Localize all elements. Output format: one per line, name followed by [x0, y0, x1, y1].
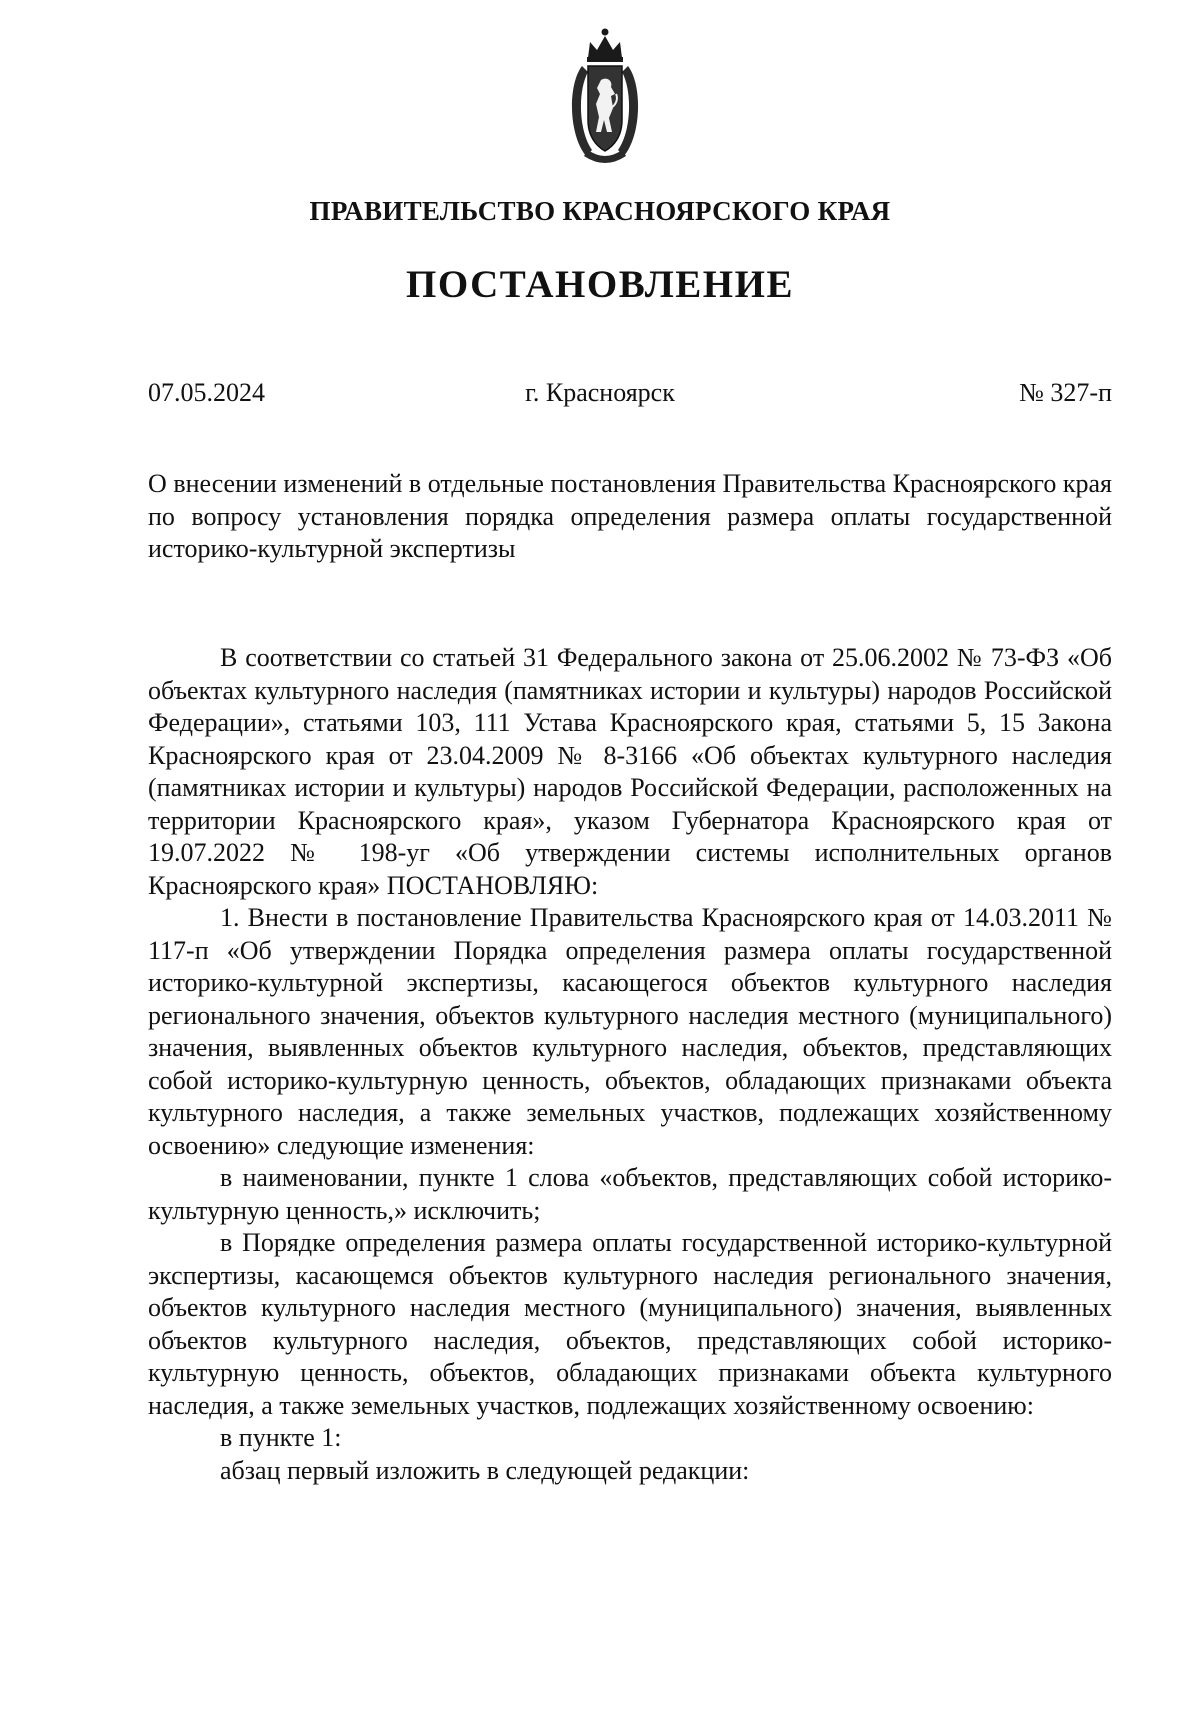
- document-subject: О внесении изменений в отдельные постановления Правительства Красноярского края по вопросу установления порядка определения размера оплаты государственной историко-культурной экспертизы: [148, 469, 1112, 563]
- document-number: № 327-п: [1019, 378, 1112, 407]
- document-city: г. Красноярск: [525, 378, 675, 407]
- paragraph-clause-1: в пункте 1:: [220, 1423, 342, 1452]
- paragraph-preamble: В соответствии со статьей 31 Федерального закона от 25.06.2002 № 73-ФЗ «Об объектах культурного наследия (памятниках истории и культуры) народов Российской Федерации», статьями 103, 111 Устава Красноярского края, статьями 5, 15 Закона Красноярского края от 23.04.2009 № 8-3166 «Об объектах культурного наследия (памятниках истории и культуры) народов Российской Федерации, расположенных на территории Красноярского края», указом Губернатора Красноярского края от 19.07.2022 № 198-уг «Об утверждении системы исполнительных органов Красноярского края» ПОСТАНОВЛЯЮ:: [148, 643, 1112, 900]
- paragraph-amendment-procedure: в Порядке определения размера оплаты государственной историко-культурной экспертизы, касающемся объектов культурного наследия регионального значения, объектов культурного наследия местного (муниципального) значения, выявленных объектов культурного наследия, объектов, представляющих собой историко-культурную ценность, объектов, обладающих признаками объекта культурного наследия, а также земельных участков, подлежащих хозяйственному освоению:: [148, 1228, 1112, 1420]
- document-body: [148, 642, 1112, 1487]
- paragraph-first-subparagraph: абзац первый изложить в следующей редакции:: [220, 1455, 750, 1485]
- document-date: 07.05.2024: [148, 378, 265, 407]
- document-type: ПОСТАНОВЛЕНИЕ: [405, 263, 794, 306]
- paragraph-item-1: 1. Внести в постановление Правительства Красноярского края от 14.03.2011 № 117-п «Об утверждении Порядка определения размера оплаты государственной историко-культурной экспертизы, касающегося объектов культурного наследия регионального значения, объектов культурного наследия местного (муниципального) значения, выявленных объектов культурного наследия, объектов, представляющих собой историко-культурную ценность, объектов, обладающих признаками объекта культурного наследия, а также земельных участков, подлежащих хозяйственному освоению» следующие изменения:: [148, 903, 1112, 1160]
- organization-name: ПРАВИТЕЛЬСТВО КРАСНОЯРСКОГО КРАЯ: [309, 196, 891, 226]
- coat-of-arms-icon: [566, 24, 644, 172]
- paragraph-amendment-title: в наименовании, пункте 1 слова «объектов, представляющих собой историко-культурную ценность,» исключить;: [148, 1163, 1112, 1225]
